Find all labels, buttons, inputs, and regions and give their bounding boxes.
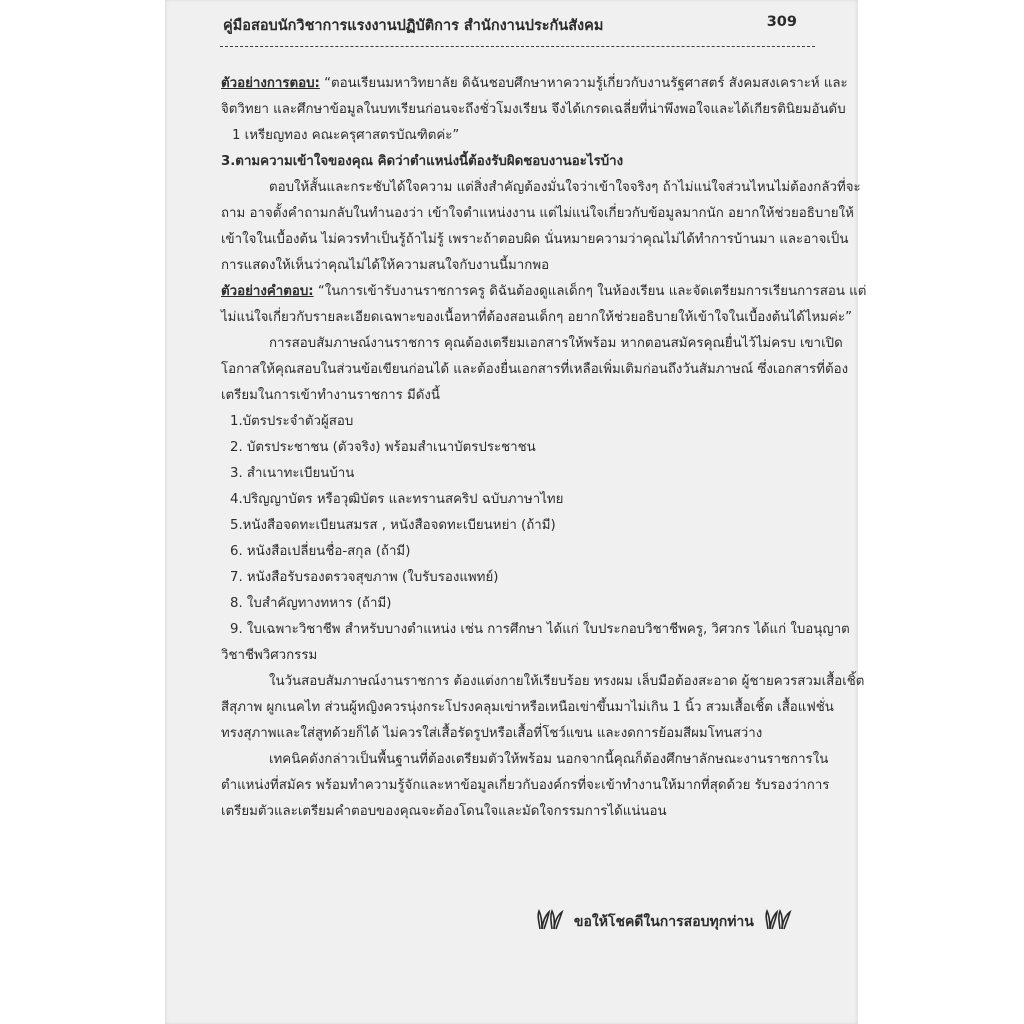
paragraph-line: เข้าใจในเบื้องต้น ไม่ควรทำเป็นรู้ถ้าไม่รู้ เพราะถ้าตอบผิด นั่นหมายความว่าคุณไม่ได้ทำการบ้านมา และอาจเป็น xyxy=(221,232,849,247)
four-leaf-clover-icon xyxy=(535,909,565,935)
document-list-item: 3. สำเนาทะเบียนบ้าน xyxy=(230,466,355,481)
closing-wish xyxy=(535,909,835,935)
paragraph-line: โอกาสให้คุณสอบในส่วนข้อเขียนก่อนได้ และต้องยื่นเอกสารที่เหลือเพิ่มเติมก่อนถึงวันสัมภาษณ์ ซึ่งเอกสารที่ต้อง xyxy=(221,362,849,377)
document-list-item: 1.บัตรประจำตัวผู้สอบ xyxy=(230,414,354,429)
paragraph-line: เทคนิคดังกล่าวเป็นพื้นฐานที่ต้องเตรียมตัวให้พร้อม นอกจากนี้คุณก็ต้องศึกษาลักษณะงานราชการใน xyxy=(269,752,829,767)
sample-answer-label: ตัวอย่างการตอบ: xyxy=(221,76,320,91)
sample-answer-label: ตัวอย่างคำตอบ: xyxy=(221,284,314,299)
question-heading: 3.ตามความเข้าใจของคุณ คิดว่าตำแหน่งนี้ต้องรับผิดชอบงานอะไรบ้าง xyxy=(221,154,624,169)
document-list-item: 9. ใบเฉพาะวิชาชีพ สำหรับบางตำแหน่ง เช่น การศึกษา ได้แก่ ใบประกอบวิชาชีพครู, วิศวกร ได้แก่ ใบอนุญาต xyxy=(230,622,850,637)
closing-wish-text: ขอให้โชคดีในการสอบทุกท่าน xyxy=(573,914,754,930)
sample-answer-2-line: ตัวอย่างคำตอบ: “ในการเข้ารับงานราชการครู ดิฉันต้องดูแลเด็กๆ ในห้องเรียน และจัดเตรียมการเรียนการสอน แต่ xyxy=(221,284,867,299)
paragraph-line: เตรียมตัวและเตรียมคำตอบของคุณจะต้องโดนใจและมัดใจกรรมการได้แน่นอน xyxy=(221,804,667,819)
sample-answer-1-line: จิตวิทยา และศึกษาข้อมูลในบทเรียนก่อนจะถึงชั่วโมงเรียน จึงได้เกรดเฉลี่ยที่น่าพึงพอใจและได้เกียรตินิยมอันดับ xyxy=(221,102,846,117)
sample-answer-1-line: ตัวอย่างการตอบ: “ตอนเรียนมหาวิทยาลัย ดิฉันชอบศึกษาหาความรู้เกี่ยวกับงานรัฐศาสตร์ สังคมสงเคราะห์ และ xyxy=(221,76,848,91)
page-body xyxy=(221,71,867,825)
paragraph-line: ถาม อาจตั้งคำถามกลับในทำนองว่า เข้าใจตำแหน่งงาน แต่ไม่แน่ใจเกี่ยวกับข้อมูลมากนัก อยากให้ช่วยอธิบายให้ xyxy=(221,206,854,221)
document-list-item: 8. ใบสำคัญทางทหาร (ถ้ามี) xyxy=(230,596,392,611)
document-list-item: 6. หนังสือเปลี่ยนชื่อ-สกุล (ถ้ามี) xyxy=(230,544,411,559)
document-page xyxy=(165,0,867,1024)
document-list-item: 4.ปริญญาบัตร หรือวุฒิบัตร และทรานสคริป ฉบับภาษาไทย xyxy=(230,492,564,507)
document-list-item: 5.หนังสือจดทะเบียนสมรส , หนังสือจดทะเบียนหย่า (ถ้ามี) xyxy=(230,518,556,533)
paragraph-line: สีสุภาพ ผูกเนคไท ส่วนผู้หญิงควรนุ่งกระโปรงคลุมเข่าหรือเหนือเข่าขึ้นมาไม่เกิน 1 นิ้ว สวมเสื้อเชิ้ต เสื้อแฟชั่น xyxy=(221,700,834,715)
header-title: คู่มือสอบนักวิชาการแรงงานปฏิบัติการ สำนักงานประกันสังคม xyxy=(223,18,604,34)
paragraph-line: การแสดงให้เห็นว่าคุณไม่ได้ให้ความสนใจกับงานนี้มากพอ xyxy=(221,258,550,273)
four-leaf-clover-icon xyxy=(763,909,793,935)
paragraph-line: การสอบสัมภาษณ์งานราชการ คุณต้องเตรียมเอกสารให้พร้อม หากตอนสมัครคุณยื่นไว้ไม่ครบ เขาเปิด xyxy=(269,336,843,351)
document-list-item: 7. หนังสือรับรองตรวจสุขภาพ (ใบรับรองแพทย์) xyxy=(230,570,499,585)
paragraph-line: เตรียมในการเข้าทำงานราชการ มีดังนี้ xyxy=(221,388,441,403)
document-list-item: 2. บัตรประชาชน (ตัวจริง) พร้อมสำเนาบัตรประชาชน xyxy=(230,440,536,455)
paragraph-line: ตอบให้สั้นและกระชับได้ใจความ แต่สิ่งสำคัญต้องมั่นใจว่าเข้าใจจริงๆ ถ้าไม่แน่ใจส่วนไหนไม่ต้องกลัวที่จะ xyxy=(269,180,861,195)
header-divider xyxy=(220,46,815,47)
page-number: 309 xyxy=(766,14,797,30)
paragraph-line: ตำแหน่งที่สมัคร พร้อมทำความรู้จักและหาข้อมูลเกี่ยวกับองค์กรที่จะเข้าทำงานให้มากที่สุดด้วย รับรองว่าการ xyxy=(221,778,830,793)
paragraph-line: ทรงสุภาพและใส่สูทด้วยก็ได้ ไม่ควรใส่เสื้อรัดรูปหรือเสื้อที่โชว์แขน และงดการย้อมสีผมโทนสว่าง xyxy=(221,726,763,741)
sample-answer-1-line: 1 เหรียญทอง คณะครุศาสตรบัณฑิตค่ะ” xyxy=(232,128,460,143)
document-list-continuation: วิชาชีพวิศวกรรม xyxy=(221,648,318,663)
sample-answer-2-line: ไม่แน่ใจเกี่ยวกับรายละเอียดเฉพาะของเนื้อหาที่ต้องสอนเด็กๆ อยากให้ช่วยอธิบายให้เข้าใจในเบื้องต้นได้ไหมค่ะ” xyxy=(221,310,852,325)
paragraph-line: ในวันสอบสัมภาษณ์งานราชการ ต้องแต่งกายให้เรียบร้อย ทรงผม เล็บมือต้องสะอาด ผู้ชายควรสวมเสื้อเชิ้ต xyxy=(269,674,865,689)
page-header xyxy=(223,14,833,38)
